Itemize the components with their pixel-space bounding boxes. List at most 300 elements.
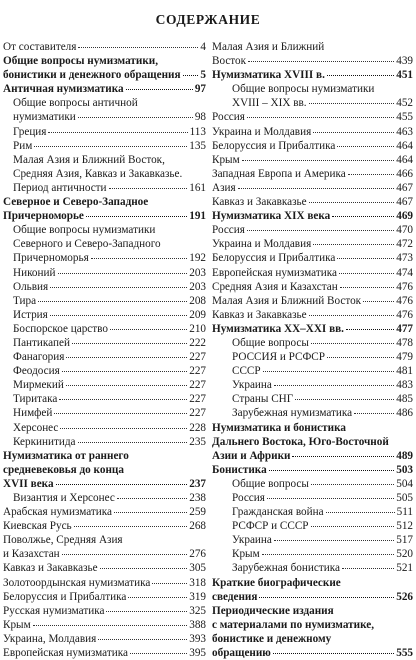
- toc-dot-leader: [263, 371, 395, 372]
- toc-dot-leader: [262, 554, 395, 555]
- toc-entry-line: [13, 435, 206, 449]
- toc-page-number: 208: [189, 294, 206, 307]
- toc-entry-line: [232, 336, 413, 350]
- toc-entry-continuation: [232, 82, 413, 96]
- toc-entry-title: Малая Азия и Ближний: [212, 41, 325, 53]
- toc-column-right: [212, 40, 413, 660]
- toc-entry-line: [3, 561, 206, 575]
- toc-entry: [212, 561, 413, 575]
- toc-entry-line: [212, 308, 413, 322]
- toc-page-number: 481: [396, 365, 413, 378]
- toc-page-number: 222: [189, 336, 206, 349]
- toc-dot-leader: [183, 75, 199, 76]
- toc-page-number: 192: [189, 252, 206, 265]
- toc-dot-leader: [247, 117, 394, 118]
- toc-entry: [212, 139, 413, 153]
- toc-dot-leader: [313, 132, 394, 133]
- toc-dot-leader: [152, 583, 187, 584]
- toc-page-number: 472: [396, 238, 413, 251]
- toc-dot-leader: [100, 568, 188, 569]
- toc-section-heading: [3, 54, 206, 82]
- page-title: СОДЕРЖАНИЕ: [155, 12, 261, 27]
- toc-entry-title: Арабская нумизматика: [3, 506, 113, 519]
- toc-page-number: 210: [189, 322, 206, 335]
- toc-page-number: 238: [189, 492, 206, 504]
- toc-entry-line: [212, 590, 413, 604]
- toc-section-heading: [212, 463, 413, 477]
- toc-entry-line: [3, 477, 206, 491]
- toc-entry: [212, 294, 413, 308]
- toc-entry-title: Кавказ и Закавказье: [212, 308, 307, 321]
- toc-entry-line: [3, 209, 206, 223]
- toc-dot-leader: [332, 216, 394, 217]
- toc-entry-title: Малая Азия и Ближний Восток,: [13, 153, 165, 166]
- toc-page-number: 470: [396, 224, 413, 237]
- toc-entry-line: [232, 547, 413, 561]
- toc-section-heading: [212, 322, 413, 336]
- toc-page-number: 388: [189, 618, 206, 631]
- toc-entry-title: Европейская нумизматика: [3, 647, 128, 660]
- toc-entry-line: [212, 195, 413, 209]
- toc-entry-title: Боспорское царство: [13, 322, 108, 335]
- toc-dot-leader: [33, 625, 188, 626]
- toc-dot-leader: [98, 639, 187, 640]
- toc-entry: [212, 378, 413, 392]
- toc-dot-leader: [128, 597, 187, 598]
- toc-entry-title: Тиритака: [13, 393, 58, 406]
- toc-entry-title: нумизматики: [13, 111, 76, 124]
- toc-page-number: 521: [396, 562, 413, 575]
- toc-entry-title: средневековья до конца: [3, 463, 124, 476]
- toc-page-number: 464: [396, 139, 413, 152]
- toc-dot-leader: [292, 456, 394, 457]
- toc-dot-leader: [267, 498, 394, 499]
- toc-entry: [212, 491, 413, 505]
- toc-dot-leader: [340, 287, 394, 288]
- toc-entry-line: [3, 40, 206, 54]
- toc-entry-line: [13, 336, 206, 350]
- toc-entry-title: Азия: [212, 181, 236, 194]
- toc-dot-leader: [327, 75, 394, 76]
- toc-entry-line: [13, 491, 206, 505]
- toc-entry-line: [212, 54, 413, 68]
- toc-entry: [212, 505, 413, 519]
- toc-dot-leader: [50, 287, 187, 288]
- toc-entry: [3, 519, 206, 533]
- toc-entry: [212, 547, 413, 561]
- toc-entry-title: Бонистика: [212, 463, 267, 476]
- toc-page-number: 97: [194, 83, 206, 96]
- toc-section-heading: [212, 68, 413, 82]
- toc-page-number: 228: [189, 421, 206, 434]
- toc-entry-line: [232, 96, 413, 110]
- toc-page-number: 452: [396, 97, 413, 110]
- toc-dot-leader: [238, 188, 395, 189]
- toc-dot-leader: [311, 343, 394, 344]
- toc-entry-title: Русская нумизматика: [3, 604, 105, 617]
- toc-dot-leader: [326, 512, 395, 513]
- toc-entry-continuation: [13, 153, 206, 167]
- toc-page-number: 479: [396, 351, 413, 364]
- toc-entry-title: Зарубежная нумизматика: [232, 407, 353, 420]
- toc-page-number: 467: [396, 196, 413, 209]
- toc-dot-leader: [311, 484, 394, 485]
- toc-dot-leader: [38, 301, 187, 302]
- toc-page-number: 463: [396, 125, 413, 138]
- toc-entry: [3, 632, 206, 646]
- toc-entry: [212, 519, 413, 533]
- toc-entry: [3, 96, 206, 124]
- toc-entry-title: Россия: [212, 111, 245, 124]
- toc-dot-leader: [78, 117, 193, 118]
- toc-entry-title: СССР: [232, 365, 261, 378]
- toc-entry-line: [212, 167, 413, 181]
- toc-entry: [212, 406, 413, 420]
- toc-entry-title: Период античности: [13, 181, 107, 194]
- toc-entry: [3, 392, 206, 406]
- toc-entry-line: [3, 632, 206, 646]
- toc-entry: [3, 435, 206, 449]
- toc-entry-continuation: [13, 237, 206, 251]
- toc-entry-continuation: [3, 463, 206, 477]
- toc-page-number: 227: [189, 365, 206, 378]
- toc-entry-title: Нумизматика от раннего: [3, 449, 129, 462]
- toc-entry-line: [13, 350, 206, 364]
- toc-entry-line: [232, 477, 413, 491]
- toc-dot-leader: [62, 371, 187, 372]
- toc-entry-line: [232, 505, 413, 519]
- toc-page-number: 5: [200, 69, 206, 82]
- toc-entry-line: [212, 181, 413, 195]
- toc-entry-title: Причерноморье: [3, 210, 84, 223]
- toc-dot-leader: [58, 273, 188, 274]
- toc-entry-title: Европейская нумизматика: [212, 266, 337, 279]
- toc-entry-title: Крым: [3, 618, 31, 631]
- toc-entry-line: [232, 533, 413, 547]
- toc-entry-continuation: [3, 449, 206, 463]
- toc-entry-title: с материалами по нумизматике,: [212, 618, 375, 631]
- toc-entry-line: [13, 406, 206, 420]
- toc-entry-title: Античная нумизматика: [3, 83, 124, 96]
- toc-entry-line: [212, 294, 413, 308]
- toc-entry-line: [212, 463, 413, 477]
- toc-entry-title: Малая Азия и Ближний Восток: [212, 294, 362, 307]
- toc-page-number: 476: [396, 308, 413, 321]
- toc-entry-continuation: [212, 40, 413, 54]
- toc-entry-line: [3, 82, 206, 96]
- toc-page-number: 474: [396, 266, 413, 279]
- toc-section-heading: [212, 421, 413, 463]
- toc-entry-continuation: [212, 576, 413, 590]
- toc-page-number: 393: [189, 632, 206, 645]
- toc-dot-leader: [126, 89, 193, 90]
- toc-dot-leader: [72, 343, 187, 344]
- toc-dot-leader: [309, 202, 395, 203]
- toc-entry: [3, 280, 206, 294]
- toc-page-number: 503: [396, 463, 413, 476]
- toc-dot-leader: [354, 413, 394, 414]
- toc-entry: [3, 491, 206, 505]
- toc-entry-line: [232, 519, 413, 533]
- toc-entry-line: [212, 139, 413, 153]
- toc-entry-line: [13, 364, 206, 378]
- toc-dot-leader: [346, 329, 394, 330]
- toc-entry-title: Истрия: [13, 308, 48, 321]
- toc-entry: [212, 364, 413, 378]
- toc-entry-line: [232, 378, 413, 392]
- toc-entry-line: [232, 350, 413, 364]
- toc-dot-leader: [313, 244, 394, 245]
- toc-entry-title: Северного и Северо-Западного: [13, 238, 161, 251]
- toc-entry-line: [13, 308, 206, 322]
- toc-page-number: 209: [189, 308, 206, 321]
- toc-page-number: 511: [396, 506, 413, 519]
- toc-entry-line: [212, 322, 413, 336]
- toc-entry-line: [13, 266, 206, 280]
- toc-dot-leader: [274, 385, 394, 386]
- toc-entry-line: [232, 364, 413, 378]
- toc-entry: [3, 421, 206, 435]
- toc-page-number: 512: [396, 520, 413, 533]
- toc-entry: [212, 223, 413, 237]
- toc-entry: [3, 294, 206, 308]
- toc-entry-continuation: [13, 167, 206, 181]
- toc-entry-title: Средняя Азия и Казахстан: [212, 280, 338, 293]
- toc-entry-title: Северное и Северо-Западное: [3, 196, 149, 209]
- toc-page-number: 395: [189, 647, 206, 660]
- toc-dot-leader: [348, 174, 394, 175]
- toc-entry-title: Рим: [13, 139, 33, 152]
- toc-entry-title: Украина, Молдавия: [3, 632, 97, 645]
- toc-page-number: 526: [396, 590, 413, 603]
- toc-entry-title: Кавказ и Закавказье: [3, 562, 98, 575]
- toc-entry-line: [212, 251, 413, 265]
- toc-dot-leader: [56, 484, 188, 485]
- toc-entry-continuation: [3, 195, 206, 209]
- toc-entry: [3, 505, 206, 519]
- toc-dot-leader: [259, 597, 394, 598]
- toc-entry-title: Нумизматика XIX века: [212, 210, 331, 223]
- toc-entry-title: Украина и Молдавия: [212, 238, 312, 251]
- toc-page-number: 161: [189, 181, 206, 194]
- toc-page-number: 227: [189, 379, 206, 392]
- toc-entry-title: Никоний: [13, 266, 56, 279]
- toc-entry-line: [3, 505, 206, 519]
- toc-entry-title: Россия: [212, 224, 245, 237]
- toc-dot-leader: [91, 258, 187, 259]
- toc-entry: [212, 350, 413, 364]
- toc-page-number: 477: [396, 322, 413, 335]
- toc-page-number: 227: [189, 407, 206, 420]
- toc-entry-title: Общие вопросы нумизматики,: [3, 55, 159, 68]
- toc-page-number: 235: [189, 435, 206, 448]
- toc-page-number: 504: [396, 477, 413, 490]
- toc-section-heading: [3, 449, 206, 491]
- toc-entry-title: Нумизматика XVIII в.: [212, 69, 325, 82]
- toc-entry-continuation: [212, 435, 413, 449]
- toc-entry: [212, 280, 413, 294]
- toc-dot-leader: [66, 357, 187, 358]
- toc-entry-title: Золотоордынская нумизматика: [3, 576, 151, 589]
- toc-entry-continuation: [13, 223, 206, 237]
- toc-dot-leader: [130, 653, 187, 654]
- toc-entry-title: Общие вопросы: [232, 477, 309, 490]
- toc-page-number: 486: [396, 407, 413, 420]
- toc-page-number: 259: [189, 506, 206, 519]
- toc-entry-title: Краткие биографические: [212, 576, 341, 589]
- toc-entry-title: Восток: [212, 55, 247, 68]
- toc-entry-line: [3, 576, 206, 590]
- toc-dot-leader: [54, 413, 187, 414]
- toc-entry: [212, 40, 413, 68]
- toc-dot-leader: [274, 540, 394, 541]
- toc-dot-leader: [337, 146, 394, 147]
- toc-entry-title: Крым: [212, 153, 240, 166]
- toc-entry-title: Гражданская война: [232, 506, 324, 519]
- toc-dot-leader: [62, 554, 188, 555]
- toc-dot-leader: [86, 216, 187, 217]
- toc-page-number: 268: [189, 520, 206, 533]
- toc-dot-leader: [78, 47, 198, 48]
- toc-entry-title: Общие вопросы нумизматики: [232, 83, 375, 96]
- toc-page-number: 489: [396, 449, 413, 462]
- toc-entry: [3, 125, 206, 139]
- toc-entry-title: РСФСР и СССР: [232, 520, 309, 533]
- toc-entry: [3, 378, 206, 392]
- toc-entry: [212, 251, 413, 265]
- toc-entry-title: бонистике и денежному: [212, 632, 332, 645]
- toc-page-number: 473: [396, 252, 413, 265]
- toc-dot-leader: [337, 258, 394, 259]
- toc-page-number: 203: [189, 280, 206, 293]
- toc-entry-title: сведения: [212, 590, 258, 603]
- toc-entry-line: [212, 153, 413, 167]
- toc-entry: [212, 110, 413, 124]
- toc-page-number: 464: [396, 153, 413, 166]
- toc-entry-title: Пантикапей: [13, 336, 70, 349]
- toc-page-number: 476: [396, 280, 413, 293]
- toc-entry-line: [212, 209, 413, 223]
- toc-entry-title: Общие вопросы: [232, 336, 309, 349]
- toc-entry-title: Киевская Русь: [3, 520, 72, 533]
- toc-dot-leader: [247, 230, 394, 231]
- toc-entry-line: [232, 491, 413, 505]
- toc-dot-leader: [242, 160, 395, 161]
- toc-entry-line: [13, 322, 206, 336]
- toc-dot-leader: [60, 428, 187, 429]
- toc-entry-continuation: [3, 54, 206, 68]
- toc-entry-title: Крым: [232, 548, 260, 561]
- toc-dot-leader: [59, 399, 187, 400]
- toc-entry: [212, 82, 413, 110]
- toc-entry: [3, 153, 206, 195]
- toc-entry-line: [13, 378, 206, 392]
- toc-entry-title: Белоруссия и Прибалтика: [212, 252, 336, 265]
- toc-entry-title: Византия и Херсонес: [13, 492, 115, 504]
- toc-page-number: 227: [189, 393, 206, 406]
- toc-page-number: 276: [189, 548, 206, 561]
- toc-page-number: 485: [396, 393, 413, 406]
- toc-entry: [3, 364, 206, 378]
- toc-entry-continuation: [212, 618, 413, 632]
- toc-dot-leader: [34, 146, 187, 147]
- toc-entry-title: Средняя Азия, Кавказ и Закавказье.: [13, 167, 183, 180]
- toc-section-heading: [212, 576, 413, 604]
- toc-section-heading: [212, 604, 413, 660]
- toc-entry: [3, 223, 206, 265]
- toc-page-number: 191: [189, 210, 206, 223]
- toc-page-number: 203: [189, 266, 206, 279]
- toc-dot-leader: [309, 315, 395, 316]
- toc-dot-leader: [339, 273, 394, 274]
- toc-page-number: 520: [396, 548, 413, 561]
- toc-entry-title: и Казахстан: [3, 548, 60, 561]
- toc-dot-leader: [114, 512, 187, 513]
- toc-entry-continuation: [13, 96, 206, 110]
- toc-page-number: 455: [396, 111, 413, 124]
- toc-page-number: 237: [189, 477, 206, 490]
- toc-page-number: 4: [200, 41, 206, 53]
- toc-entry: [3, 561, 206, 575]
- toc-entry-title: Белоруссия и Прибалтика: [212, 139, 336, 152]
- toc-entry: [3, 533, 206, 561]
- toc-entry: [3, 406, 206, 420]
- toc-dot-leader: [66, 385, 187, 386]
- toc-entry-line: [3, 646, 206, 660]
- toc-entry-title: Греция: [13, 125, 47, 138]
- toc-entry: [3, 322, 206, 336]
- toc-entry-title: Украина: [232, 534, 272, 547]
- toc-entry-line: [3, 590, 206, 604]
- toc-dot-leader: [50, 315, 187, 316]
- toc-page-number: 555: [396, 647, 413, 660]
- toc-entry-line: [13, 294, 206, 308]
- toc-entry-title: бонистики и денежного обращения: [3, 69, 181, 82]
- toc-page-number: 466: [396, 167, 413, 180]
- toc-entry-title: Периодические издания: [212, 604, 334, 617]
- toc-entry: [212, 181, 413, 195]
- toc-page-number: 505: [396, 492, 413, 504]
- toc-entry-title: Нумизматика и бонистика: [212, 421, 346, 434]
- toc-entry-line: [13, 421, 206, 435]
- toc-page-number: 483: [396, 379, 413, 392]
- toc-entry-title: Украина и Молдавия: [212, 125, 312, 138]
- toc-entry-line: [13, 181, 206, 195]
- toc-page-number: 227: [189, 351, 206, 364]
- toc-entry-line: [212, 125, 413, 139]
- toc-entry-line: [212, 68, 413, 82]
- toc-entry-title: РОССИЯ и РСФСР: [232, 351, 325, 364]
- toc-entry: [3, 590, 206, 604]
- toc-section-heading: [3, 195, 206, 223]
- toc-entry-line: [212, 266, 413, 280]
- toc-entry: [212, 477, 413, 491]
- toc-dot-leader: [48, 132, 187, 133]
- toc-page-number: 469: [396, 210, 413, 223]
- toc-entry-line: [212, 449, 413, 463]
- toc-entry-title: Тира: [13, 294, 37, 307]
- toc-entry: [212, 533, 413, 547]
- toc-entry: [212, 266, 413, 280]
- toc-entry: [212, 167, 413, 181]
- toc-entry-title: Феодосия: [13, 365, 60, 378]
- toc-column-left: [3, 40, 206, 660]
- toc-entry-title: Азии и Африки: [212, 449, 291, 462]
- toc-entry: [3, 336, 206, 350]
- toc-dot-leader: [311, 526, 395, 527]
- toc-dot-leader: [269, 470, 395, 471]
- toc-dot-leader: [363, 301, 394, 302]
